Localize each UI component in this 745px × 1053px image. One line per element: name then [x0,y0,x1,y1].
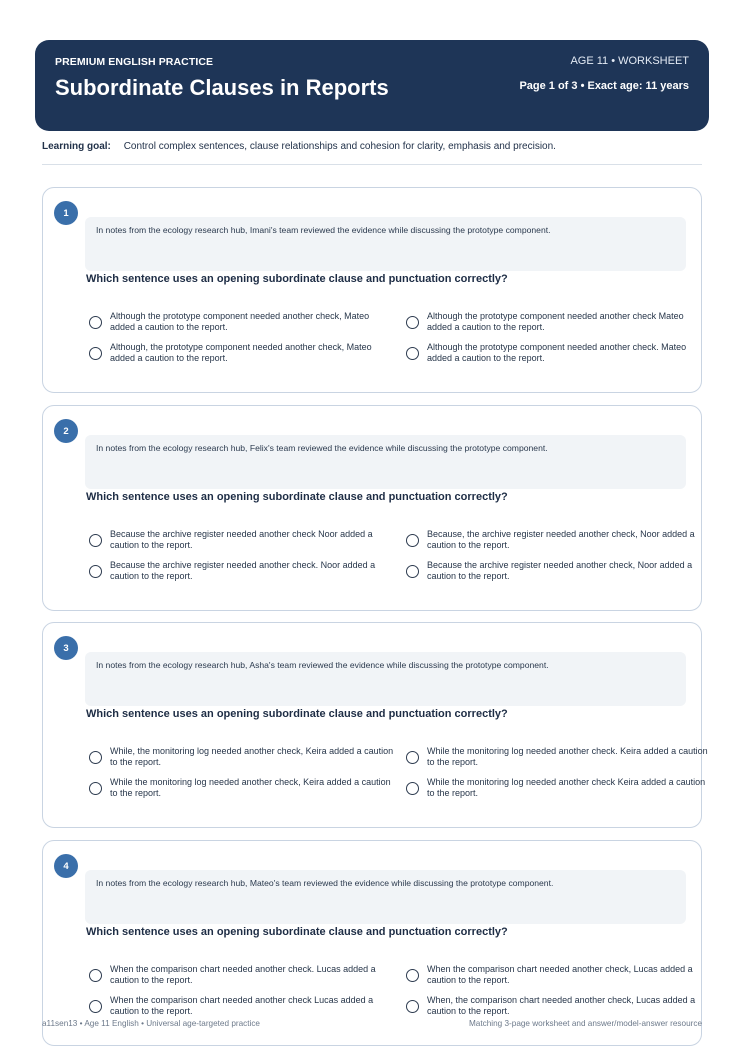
question-context: In notes from the ecology research hub, Imani's team reviewed the evidence while discussing the prototype component. [85,217,686,271]
answer-option-label: Because the archive register needed another check Noor added a caution to the report. [110,529,373,550]
answer-option[interactable] [89,342,394,364]
answer-option[interactable] [89,777,394,799]
question-number-badge: 4 [54,854,78,878]
answer-option[interactable] [89,964,394,986]
answer-option-label: When the comparison chart needed another check Lucas added a caution to the report. [110,995,374,1016]
question-prompt: Which sentence uses an opening subordinate clause and punctuation correctly? [86,273,508,285]
answer-option[interactable] [406,995,711,1017]
question-context: In notes from the ecology research hub, Asha's team reviewed the evidence while discussing the prototype component. [85,652,686,706]
radio-button[interactable] [406,782,419,795]
radio-button[interactable] [89,969,102,982]
answer-option[interactable] [406,746,711,768]
answer-option[interactable] [406,311,711,333]
question-prompt: Which sentence uses an opening subordinate clause and punctuation correctly? [86,926,508,938]
answer-option-label: While the monitoring log needed another check Keira added a caution to the report. [427,777,706,798]
answer-option[interactable] [406,529,711,551]
answer-option[interactable] [89,746,394,768]
divider [42,164,702,165]
radio-button[interactable] [89,347,102,360]
radio-button[interactable] [89,751,102,764]
answer-option[interactable] [89,529,394,551]
age-tag: AGE 11 • WORKSHEET [570,55,689,67]
question-context: In notes from the ecology research hub, Mateo's team reviewed the evidence while discussing the prototype component. [85,870,686,924]
radio-button[interactable] [406,316,419,329]
learning-goal-text: Control complex sentences, clause relationships and cohesion for clarity, emphasis and precision. [123,141,556,152]
answer-option[interactable] [406,777,711,799]
radio-button[interactable] [89,782,102,795]
radio-button[interactable] [89,534,102,547]
question-card-2 [42,405,702,611]
answer-option-label: Although, the prototype component needed another check, Mateo added a caution to the report. [110,342,372,363]
question-number-badge: 1 [54,201,78,225]
radio-button[interactable] [89,316,102,329]
answer-option[interactable] [89,560,394,582]
footer-left: a11sen13 • Age 11 English • Universal age-targeted practice [42,1019,260,1028]
question-prompt: Which sentence uses an opening subordinate clause and punctuation correctly? [86,491,508,503]
radio-button[interactable] [89,1000,102,1013]
answer-option-label: Because the archive register needed another check. Noor added a caution to the report. [110,560,376,581]
question-card-4 [42,840,702,1046]
answer-option-label: Because, the archive register needed another check, Noor added a caution to the report. [427,529,695,550]
answer-option[interactable] [89,995,394,1017]
radio-button[interactable] [406,1000,419,1013]
footer-right: Matching 3-page worksheet and answer/model-answer resource [468,1019,702,1028]
answer-option-label: Although the prototype component needed another check. Mateo added a caution to the report. [427,342,687,363]
answer-option-label: While, the monitoring log needed another check, Keira added a caution to the report. [110,746,394,767]
radio-button[interactable] [406,347,419,360]
answer-option-label: While the monitoring log needed another check. Keira added a caution to the report. [427,746,708,767]
worksheet-header [35,40,709,131]
header-eyebrow: PREMIUM ENGLISH PRACTICE [55,56,214,68]
page-title: Subordinate Clauses in Reports [55,75,389,100]
answer-option[interactable] [406,964,711,986]
question-number-badge: 3 [54,636,78,660]
radio-button[interactable] [406,969,419,982]
question-number-badge: 2 [54,419,78,443]
question-card-3 [42,622,708,828]
answer-option[interactable] [89,311,394,333]
answer-option[interactable] [406,560,711,582]
question-prompt: Which sentence uses an opening subordinate clause and punctuation correctly? [86,708,508,720]
radio-button[interactable] [89,565,102,578]
radio-button[interactable] [406,534,419,547]
answer-option-label: When, the comparison chart needed another check, Lucas added a caution to the report. [427,995,696,1016]
answer-option[interactable] [406,342,711,364]
learning-goal-label: Learning goal: [42,141,111,152]
radio-button[interactable] [406,565,419,578]
learning-goal [42,141,702,152]
question-card-1 [42,187,702,393]
answer-option-label: Because the archive register needed another check, Noor added a caution to the report. [427,560,693,581]
page-meta: Page 1 of 3 • Exact age: 11 years [519,80,689,92]
answer-option-label: When the comparison chart needed another check, Lucas added a caution to the report. [427,964,693,985]
question-context: In notes from the ecology research hub, Felix's team reviewed the evidence while discussing the prototype component. [85,435,686,489]
answer-option-label: When the comparison chart needed another check. Lucas added a caution to the report. [110,964,376,985]
answer-option-label: Although the prototype component needed another check, Mateo added a caution to the report. [110,311,370,332]
radio-button[interactable] [406,751,419,764]
answer-option-label: While the monitoring log needed another check, Keira added a caution to the report. [110,777,391,798]
answer-option-label: Although the prototype component needed another check Mateo added a caution to the report. [427,311,684,332]
